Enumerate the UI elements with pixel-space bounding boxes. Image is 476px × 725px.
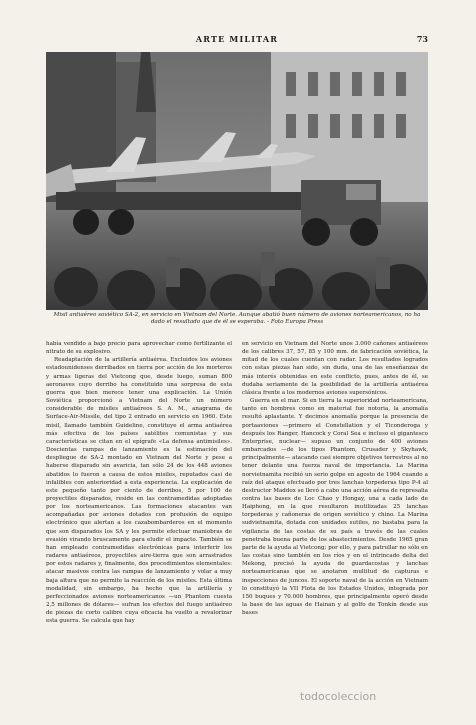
paragraph: Guerra en el mar. Si en tierra la superioridad norteamericana, tanto en hombres como en material fue notoria, la anomalía resultó aplastante. Y decimos anomalía porque la presencia de portaaviones —primero el Constellation y el Ticonderoga y después los Ranger, Hancock y Coral Sea e incluso el gigantesco Enterprise, nuclear— supuso un conjunto de 400 aviones embarcados —de los tipos Phantom, Crusader y Skyhawk, principalmente— atacando casi siempre objetivos terrestres al no tener delante una fuerza naval de importancia. La Marina norvietnamita recibió un serio golpe en agosto de 1964 cuando a raíz del ataque efectuado por tres lanchas torpederas tipo P-4 al destructor Maddox se llevó a cabo una acción aérea de represalia contra las bases de Loc Chao y Hongay, una a cada lado de Haiphong, en la que resultaron inutilizadas 25 lanchas torpederas y cañoneras de origen soviético y chino. La Marina sudvietnamita, dotada con unidades sutiles, no bastaba para la vigilancia de las costas de su país a través de las cuales penetraba buena parte de los abastecimientos. Desde 1965 gran parte de la ayuda al Vietcong; por ello, y para patrullar no sólo en las costas sino también en los ríos y en el intrincado delta del Mekong, precisó la ayuda de guardacostas y lanchas norteamericanas que se anotaron multitud de capturas e inspecciones de juncos. El soporte naval de la acción en Vietnam lo constituyó la VII Flota de los Estados Unidos, integrada por 150 buques y 70.000 hombres, que principalmente operó desde la base de las aguas de Hainan y al golfo de Tonkín desde sus bases (242, 398, 428, 617)
paragraph: en servicio en Vietnam del Norte unos 3.000 cañones antiaéreos de los calibres 37, 57, 85 y 100 mm. de fabricación soviética, la mitad de los cuales cuentan con radar. Los resultados logrados con estas piezas han sido, sin duda, una de las enseñanzas de más interés obtenidas en este conflicto, pues, antes de él, se dudaba seriamente de la posibilidad de la artillería antiaérea clásica frente a los modernos aviones supersónicos. (242, 341, 428, 396)
page-number: 73 (416, 34, 428, 44)
right-text-column (242, 340, 428, 617)
missile-photo (46, 52, 428, 310)
photo-caption: Misil antiaéreo soviético SA-2, en servicio en Vietnam del Norte. Aunque abatió buen número de aviones norteamericanos, no ha dado el resultado que de él se esperaba. - Foto Europa Press (53, 312, 421, 326)
page-header (46, 34, 428, 48)
watermark: todocoleccion (300, 690, 377, 703)
paragraph: había vendido a bajo precio para aprovechar como fertilizante el nitrato de su explosivo. (46, 341, 232, 356)
running-title: ARTE MILITAR (195, 34, 279, 44)
left-text-column (46, 340, 232, 625)
paragraph: Readaptación de la artillería antiaérea. Excluidos los aviones estadounidenses derribados en tierra por acción de los morteros y armas ligeras del Vietcong que, desde luego, suman 800 aeronaves cuyo derribo ha constituido una sorpresa de esta guerra que bien merece tener una explicación. La Unión Soviética proporcionó a Vietnam del Norte un número considerable de misiles antiaéreos S. A. M., anagrama de Surface-Air-Missile, del tipo 2 entrado en servicio en 1960. Este misil, llamado también Guideline, constituye el arma antiaérea más efectiva de los países satélites comunistas y sus características se citan en el epígrafe «La defensa antimisiles». Doscientas rampas de lanzamiento es la estimación del despliegue de SA-2 montado en Vietnam del Norte y pese a haberse disparado sin avaricia, tan sólo 24 de los 448 aviones abatidos lo fueron a causa de estos misiles, reputados casi de infalibles con anterioridad a esta experiencia. La explicación de este pequeño tanto por ciento de derribos, 5 por 100 de proyectiles disparados, reside en las contramedidas adoptadas por los norteamericanos. Las formaciones atacantes van acompañadas por aviones dotados con profusión de equipo electrónico que alertan a los cazabombarderos en el momento que son disparados los SA y les permite efectuar maniobras de evasión virando bruscamente para eludir el impacto. También se han empleado contramedidas electrónicas para interferir los radares antiaéreos, proyectiles aire-tierra que son arrastrados por estos radares y, finalmente, dos procedimientos elementales: atacar masivos contra las rampas de lanzamiento y volar a muy baja altura que no permite la reacción de los misiles. Esta última modalidad, sin embargo, ha hecho que la artillería y perfeccionados aviones norteamericanos —un Phantom cuesta 2,5 millones de dólares— sufran los efectos del fuego antiaéreo de piezas de corto calibre cuya eficacia ha vuelto a revalorizar esta guerra. Se calcula que hay (46, 357, 232, 625)
